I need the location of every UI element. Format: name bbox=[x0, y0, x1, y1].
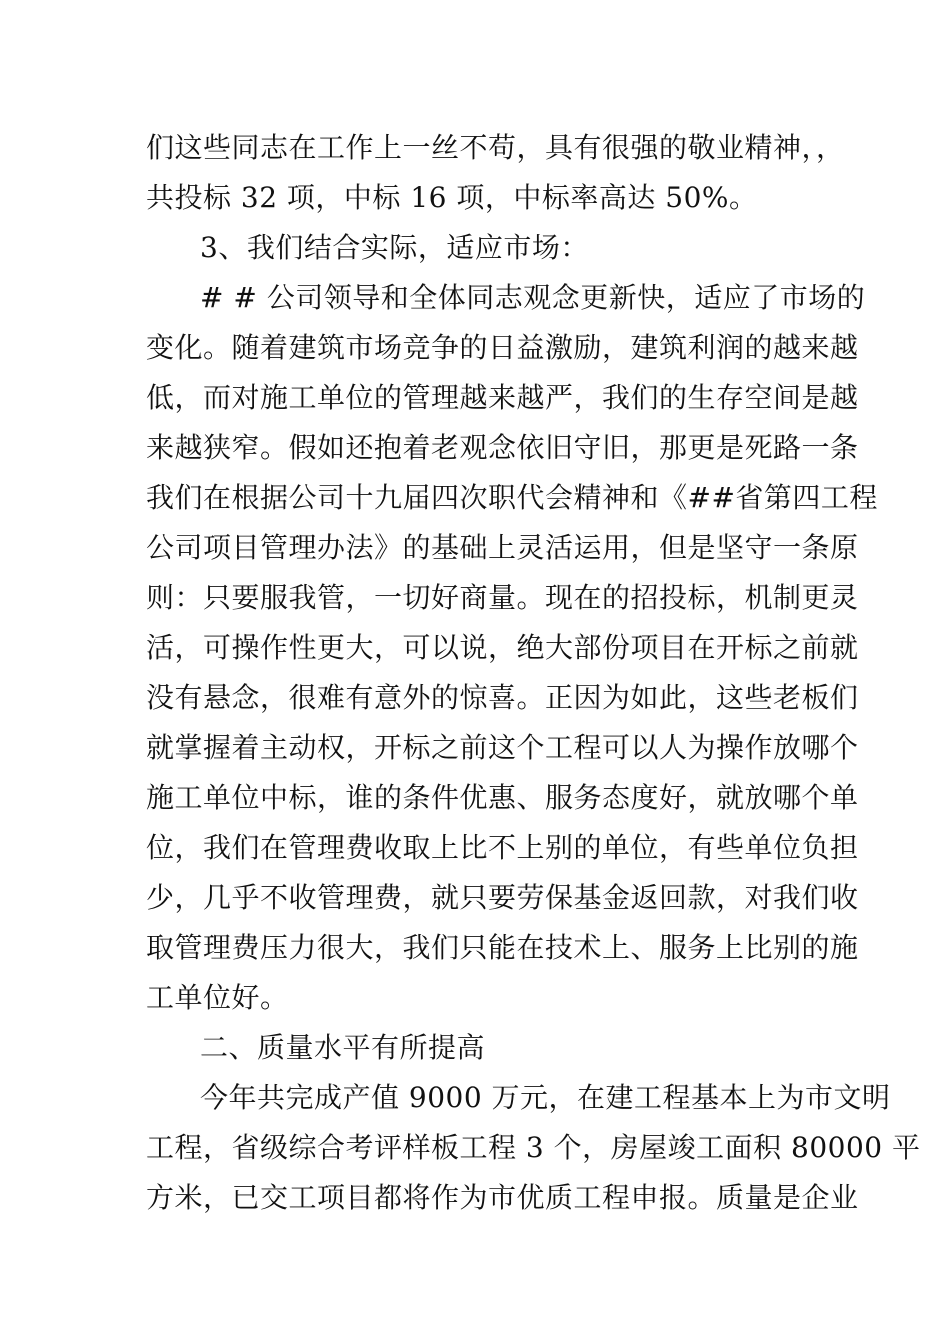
text-line-6: 低，而对施工单位的管理越来越严，我们的生存空间是越 bbox=[146, 381, 859, 414]
text-line-21: 工程，省级综合考评样板工程 3 个，房屋竣工面积 80000 平 bbox=[146, 1131, 921, 1164]
section-heading-2: 二、质量水平有所提高 bbox=[200, 1031, 486, 1064]
text-line-8: 我们在根据公司十九届四次职代会精神和《##省第四工程 bbox=[146, 481, 878, 514]
text-line-13: 就掌握着主动权，开标之前这个工程可以人为操作放哪个 bbox=[146, 731, 859, 764]
text-line-17: 取管理费压力很大，我们只能在技术上、服务上比别的施 bbox=[146, 931, 859, 964]
text-line-12: 没有悬念，很难有意外的惊喜。正因为如此，这些老板们 bbox=[146, 681, 859, 714]
text-line-22: 方米，已交工项目都将作为市优质工程申报。质量是企业 bbox=[146, 1181, 859, 1214]
text-line-16: 少，几乎不收管理费，就只要劳保基金返回款，对我们收 bbox=[146, 881, 859, 914]
text-line-14: 施工单位中标，谁的条件优惠、服务态度好，就放哪个单 bbox=[146, 781, 859, 814]
text-line-11: 活，可操作性更大，可以说，绝大部份项目在开标之前就 bbox=[146, 631, 859, 664]
text-line-10: 则：只要服我管，一切好商量。现在的招投标，机制更灵 bbox=[146, 581, 859, 614]
text-line-9: 公司项目管理办法》的基础上灵活运用，但是坚守一条原 bbox=[146, 531, 859, 564]
text-line-15: 位，我们在管理费收取上比不上别的单位，有些单位负担 bbox=[146, 831, 859, 864]
text-line-20: 今年共完成产值 9000 万元，在建工程基本上为市文明 bbox=[200, 1081, 891, 1114]
text-line-1: 们这些同志在工作上一丝不苟，具有很强的敬业精神，， bbox=[146, 131, 845, 164]
heading-item-3: 3、我们结合实际，适应市场： bbox=[200, 231, 589, 264]
text-line-2: 共投标 32 项，中标 16 项，中标率高达 50%。 bbox=[146, 181, 758, 214]
text-line-4: # # 公司领导和全体同志观念更新快，适应了市场的 bbox=[200, 281, 866, 314]
text-line-7: 来越狭窄。假如还抱着老观念依旧守旧，那更是死路一条 bbox=[146, 431, 859, 464]
text-line-18: 工单位好。 bbox=[146, 981, 289, 1014]
text-line-5: 变化。随着建筑市场竞争的日益激励，建筑利润的越来越 bbox=[146, 331, 859, 364]
